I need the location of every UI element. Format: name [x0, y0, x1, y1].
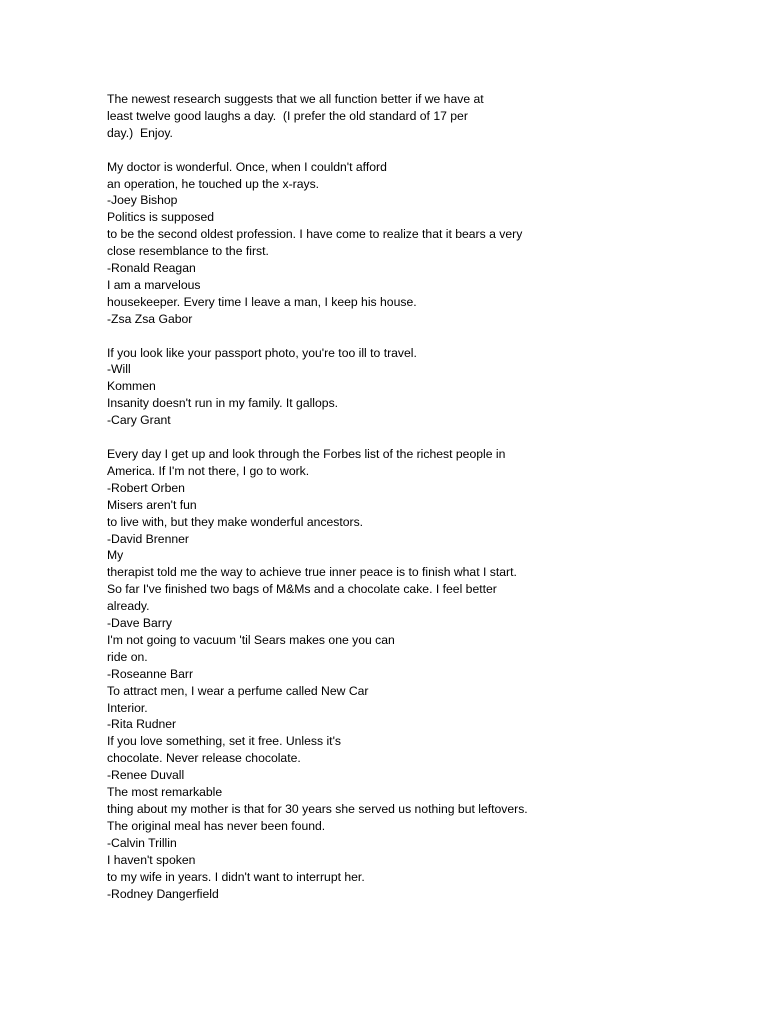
text-line: housekeeper. Every time I leave a man, I keep his house. [107, 294, 417, 309]
text-line: I haven't spoken [107, 852, 196, 867]
text-line: -Zsa Zsa Gabor [107, 311, 193, 326]
text-line: -Roseanne Barr [107, 666, 194, 681]
text-line: I am a marvelous [107, 277, 201, 292]
text-line: to live with, but they make wonderful ancestors. [107, 514, 364, 529]
text-line: -Joey Bishop [107, 193, 178, 208]
text-line: -Will [107, 362, 131, 377]
text-line: least twelve good laughs a day. (I prefer the old standard of 17 per [107, 108, 468, 123]
text-line: I'm not going to vacuum 'til Sears makes one you can [107, 632, 395, 647]
text-line: Politics is supposed [107, 210, 215, 225]
text-line: -David Brenner [107, 531, 189, 546]
text-line: Insanity doesn't run in my family. It gallops. [107, 396, 339, 411]
text-line: an operation, he touched up the x-rays. [107, 176, 320, 191]
text-line: therapist told me the way to achieve true inner peace is to finish what I start. [107, 565, 517, 580]
text-line: To attract men, I wear a perfume called New Car [107, 683, 369, 698]
text-line: ride on. [107, 649, 148, 664]
text-line: My doctor is wonderful. Once, when I couldn't afford [107, 159, 387, 174]
text-line: The original meal has never been found. [107, 818, 326, 833]
text-line: -Rita Rudner [107, 717, 177, 732]
text-line: Misers aren't fun [107, 497, 197, 512]
text-line: thing about my mother is that for 30 years she served us nothing but leftovers. [107, 802, 528, 817]
text-line: to be the second oldest profession. I have come to realize that it bears a very [107, 227, 523, 242]
text-line: to my wife in years. I didn't want to interrupt her. [107, 869, 365, 884]
text-line: Kommen [107, 379, 156, 394]
text-line: The newest research suggests that we all function better if we have at [107, 92, 484, 106]
document-page [107, 91, 747, 902]
text-line: -Cary Grant [107, 413, 171, 428]
text-line: America. If I'm not there, I go to work. [107, 463, 310, 478]
text-line: close resemblance to the first. [107, 244, 269, 259]
text-line: Every day I get up and look through the Forbes list of the richest people in [107, 446, 506, 461]
text-line: -Robert Orben [107, 480, 185, 495]
text-line: -Rodney Dangerfield [107, 886, 219, 901]
text-line: If you look like your passport photo, you're too ill to travel. [107, 345, 417, 360]
text-line: The most remarkable [107, 785, 223, 800]
text-line: chocolate. Never release chocolate. [107, 751, 301, 766]
text-line: -Ronald Reagan [107, 261, 196, 276]
text-line: So far I've finished two bags of M&Ms and a chocolate cake. I feel better [107, 582, 497, 597]
blank-line [107, 328, 747, 345]
text-line: -Renee Duvall [107, 768, 185, 783]
blank-line [107, 429, 747, 446]
text-line: already. [107, 599, 150, 614]
text-line: day.) Enjoy. [107, 125, 173, 140]
text-line: Interior. [107, 700, 148, 715]
text-line: -Calvin Trillin [107, 835, 177, 850]
text-line: If you love something, set it free. Unless it's [107, 734, 341, 749]
blank-line [107, 142, 747, 159]
text-line: My [107, 548, 124, 563]
text-line: -Dave Barry [107, 616, 173, 631]
